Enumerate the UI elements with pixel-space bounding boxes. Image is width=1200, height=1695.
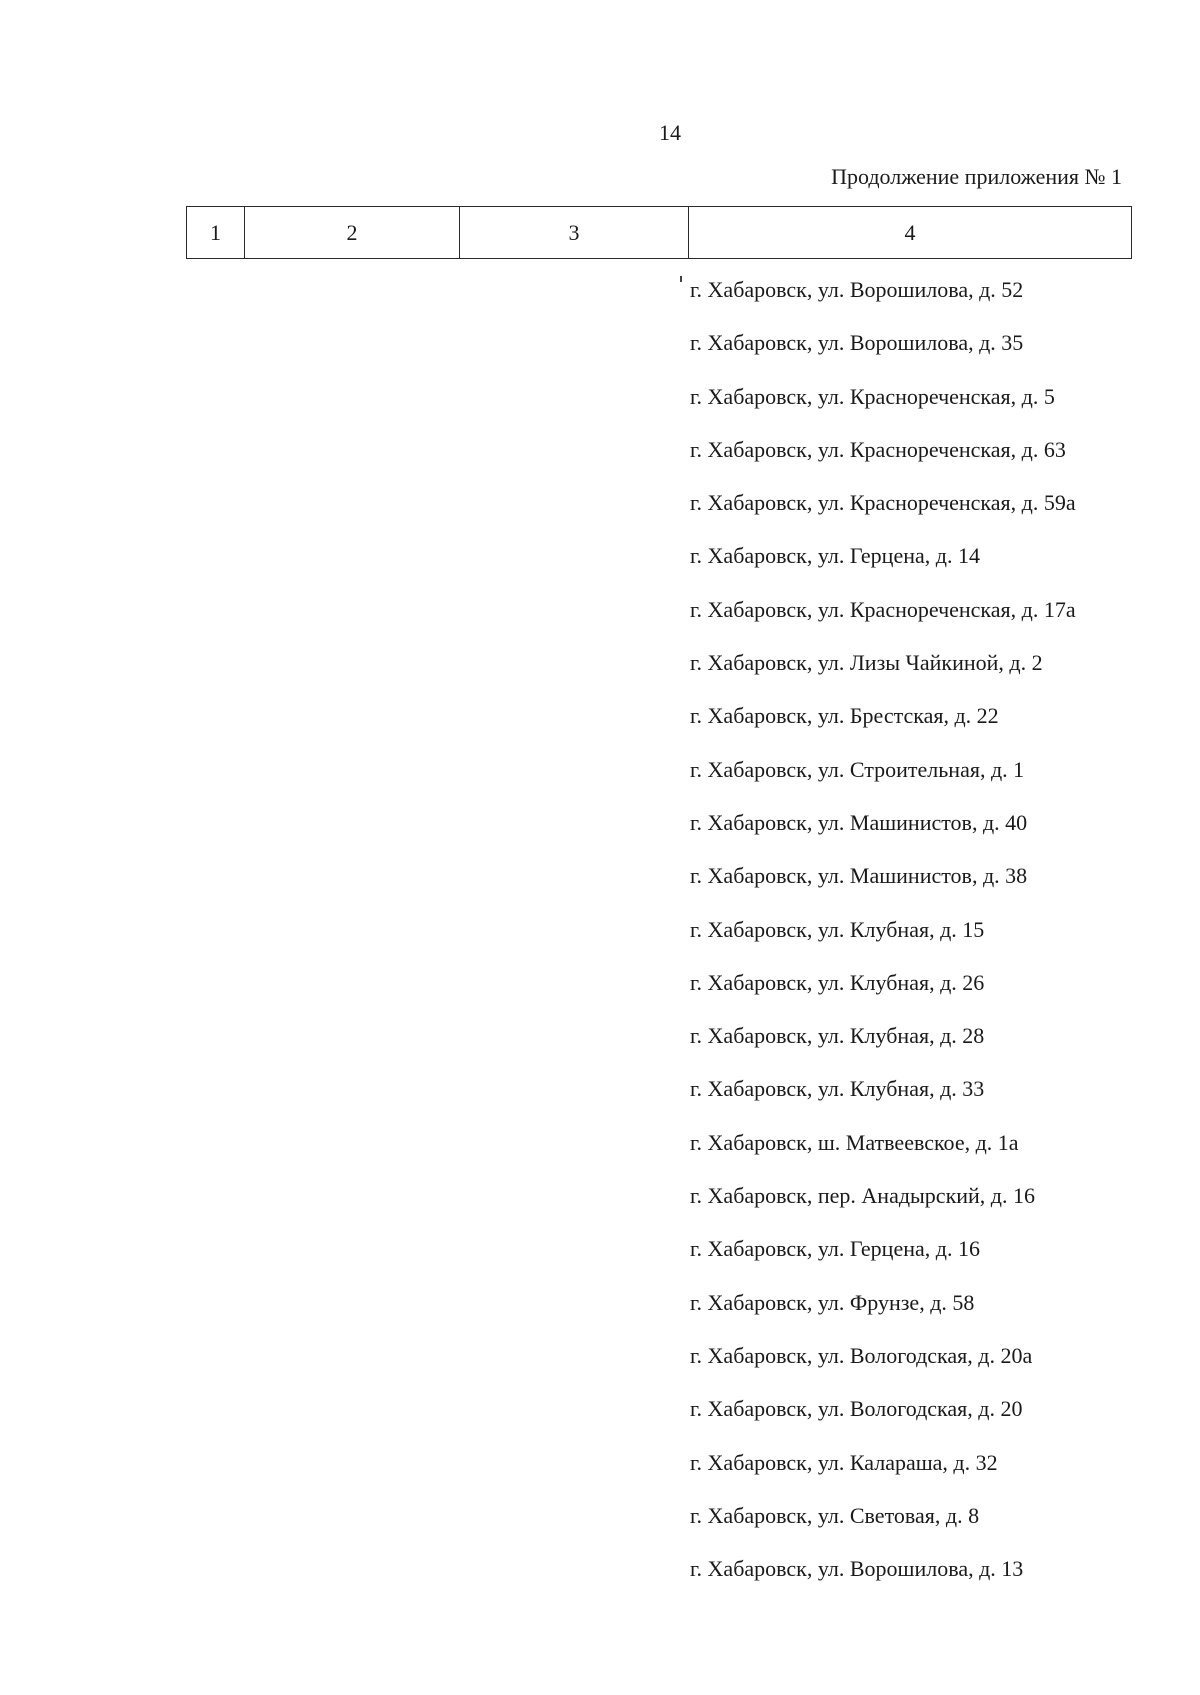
scan-mark [680, 276, 682, 282]
page-number: 14 [659, 120, 681, 145]
column-header-3: 3 [460, 207, 689, 259]
address-item: г. Хабаровск, ул. Машинистов, д. 40 [690, 809, 1028, 835]
address-item: г. Хабаровск, ул. Ворошилова, д. 52 [690, 277, 1024, 302]
address-item: г. Хабаровск, ул. Калараша, д. 32 [690, 1449, 998, 1475]
address-item: г. Хабаровск, ул. Брестская, д. 22 [690, 703, 999, 729]
address-item: г. Хабаровск, ш. Матвеевское, д. 1а [690, 1129, 1019, 1155]
column-header-1: 1 [187, 207, 245, 259]
address-item: г. Хабаровск, ул. Машинистов, д. 38 [690, 863, 1028, 889]
address-item: г. Хабаровск, ул. Ворошилова, д. 35 [690, 330, 1024, 356]
address-item: г. Хабаровск, ул. Клубная, д. 15 [690, 916, 985, 942]
address-item: г. Хабаровск, ул. Герцена, д. 14 [690, 543, 980, 569]
address-item: г. Хабаровск, ул. Клубная, д. 28 [690, 1023, 985, 1049]
address-item: г. Хабаровск, ул. Краснореченская, д. 59а [690, 490, 1076, 516]
address-item: г. Хабаровск, ул. Клубная, д. 26 [690, 969, 985, 995]
address-item: г. Хабаровск, ул. Вологодская, д. 20 [690, 1396, 1023, 1422]
address-item: г. Хабаровск, ул. Строительная, д. 1 [690, 756, 1025, 782]
column-header-table [186, 206, 1132, 259]
column-header-4: 4 [689, 207, 1132, 259]
address-item: г. Хабаровск, ул. Клубная, д. 33 [690, 1076, 985, 1102]
address-item: г. Хабаровск, ул. Герцена, д. 16 [690, 1236, 980, 1262]
address-item: г. Хабаровск, ул. Ворошилова, д. 13 [690, 1556, 1024, 1582]
column-header-row [187, 207, 1132, 259]
appendix-continuation-label: Продолжение приложения № 1 [831, 164, 1122, 189]
address-item: г. Хабаровск, ул. Краснореченская, д. 5 [690, 383, 1055, 409]
address-item: г. Хабаровск, ул. Лизы Чайкиной, д. 2 [690, 650, 1043, 676]
address-item: г. Хабаровск, пер. Анадырский, д. 16 [690, 1183, 1035, 1209]
address-list [690, 270, 1076, 1602]
address-item: г. Хабаровск, ул. Вологодская, д. 20а [690, 1342, 1033, 1368]
address-item: г. Хабаровск, ул. Краснореченская, д. 17а [690, 596, 1076, 622]
column-header-2: 2 [245, 207, 460, 259]
address-item: г. Хабаровск, ул. Фрунзе, д. 58 [690, 1289, 975, 1315]
address-item: г. Хабаровск, ул. Световая, д. 8 [690, 1502, 980, 1528]
address-item: г. Хабаровск, ул. Краснореченская, д. 63 [690, 436, 1066, 462]
